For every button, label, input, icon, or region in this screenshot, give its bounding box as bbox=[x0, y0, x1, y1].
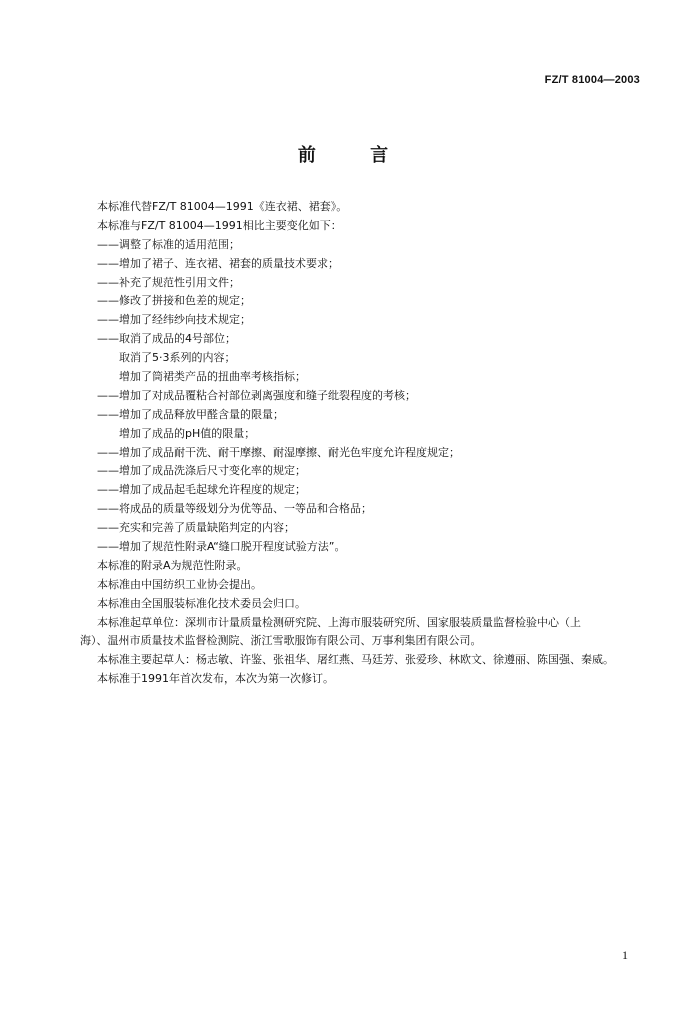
page-title: 前 言 bbox=[297, 145, 413, 166]
paragraph: ——增加了裙子、连衣裙、裙套的质量技术要求； bbox=[97, 256, 339, 270]
paragraph: 本标准于1991年首次发布，本次为第一次修订。 bbox=[97, 672, 334, 686]
paragraph: 本标准的附录A为规范性附录。 bbox=[97, 558, 248, 572]
paragraph: ——调整了标准的适用范围； bbox=[97, 237, 240, 251]
paragraph: ——增加了成品起毛起球允许程度的规定； bbox=[97, 483, 306, 497]
paragraph: ——增加了成品耐干洗、耐干摩擦、耐湿摩擦、耐光色牢度允许程度规定； bbox=[97, 445, 460, 459]
paragraph: ——取消了成品的4号部位； bbox=[97, 332, 236, 346]
paragraph: ——将成品的质量等级划分为优等品、一等品和合格品； bbox=[97, 502, 372, 516]
paragraph: 本标准代替FZ/T 81004—1991《连衣裙、裙套》。 bbox=[97, 200, 348, 213]
foreword-body bbox=[80, 198, 650, 689]
paragraph: 海）、温州市质量技术监督检测院、浙江雪歌服饰有限公司、万事利集团有限公司。 bbox=[80, 634, 482, 648]
paragraph: 取消了5·3系列的内容； bbox=[119, 351, 236, 365]
paragraph: ——增加了成品释放甲醛含量的限量； bbox=[97, 407, 284, 421]
paragraph: ——增加了经纬纱向技术规定； bbox=[97, 313, 251, 327]
paragraph: ——充实和完善了质量缺陷判定的内容； bbox=[97, 521, 295, 535]
paragraph: 本标准起草单位：深圳市计量质量检测研究院、上海市服装研究所、国家服装质量监督检验中心（上 bbox=[97, 615, 581, 629]
paragraph: 增加了筒裙类产品的扭曲率考核指标； bbox=[119, 370, 306, 384]
paragraph: 增加了成品的pH值的限量； bbox=[119, 426, 256, 440]
paragraph: 本标准由全国服装标准化技术委员会归口。 bbox=[97, 596, 306, 610]
paragraph: ——补充了规范性引用文件； bbox=[97, 275, 240, 289]
paragraph: ——增加了规范性附录A“缝口脱开程度试验方法”。 bbox=[97, 540, 346, 554]
paragraph: ——增加了对成品覆粘合衬部位剥离强度和缝子纰裂程度的考核； bbox=[97, 388, 416, 402]
standard-code: FZ/T 81004—2003 bbox=[544, 74, 640, 86]
paragraph: 本标准主要起草人：杨志敏、许鉴、张祖华、屠红燕、马廷芳、张爱珍、林欧文、徐遵丽、陈国强、秦威。 bbox=[97, 653, 614, 667]
paragraph: 本标准由中国纺织工业协会提出。 bbox=[97, 577, 262, 591]
paragraph: 本标准与FZ/T 81004—1991相比主要变化如下： bbox=[97, 218, 342, 232]
page-number: 1 bbox=[622, 948, 628, 962]
paragraph: ——修改了拼接和色差的规定； bbox=[97, 294, 251, 308]
paragraph: ——增加了成品洗涤后尺寸变化率的规定； bbox=[97, 464, 306, 478]
